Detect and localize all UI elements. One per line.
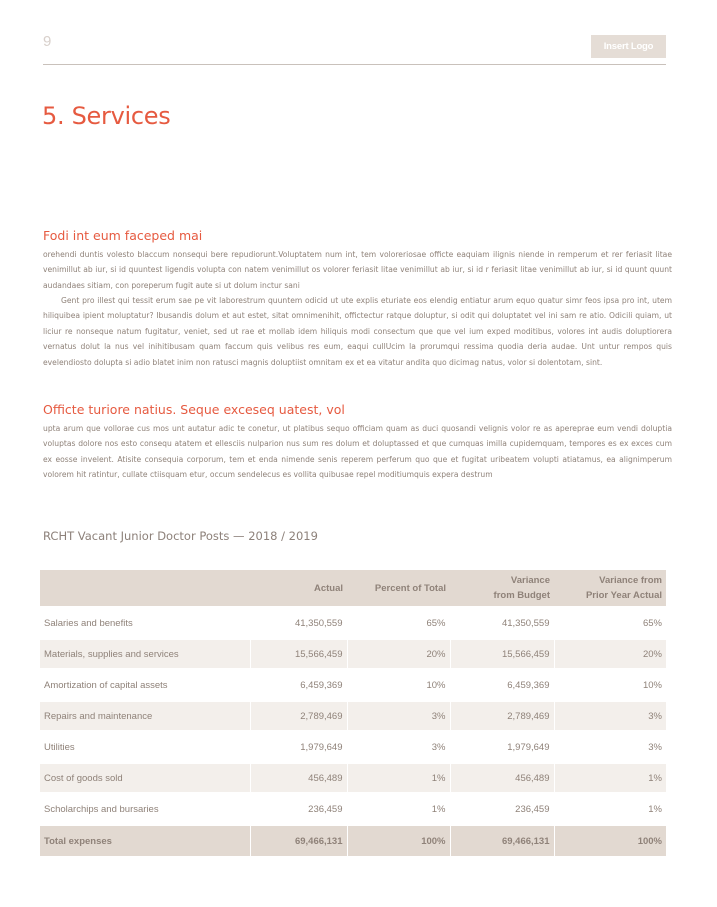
subsection-heading-2: Officte turiore natius. Seque exceseq uatest, vol bbox=[43, 402, 345, 417]
table-row bbox=[40, 639, 666, 670]
table-row bbox=[40, 670, 666, 701]
row-label: Utilities bbox=[40, 732, 250, 763]
cell-variance-budget: 1,979,649 bbox=[450, 732, 554, 763]
cell-percent: 20% bbox=[347, 639, 450, 670]
cell-percent: 3% bbox=[347, 732, 450, 763]
column-header-variance-budget: Variance from Budget bbox=[450, 570, 554, 608]
cell-variance-budget: 2,789,469 bbox=[450, 701, 554, 732]
body-paragraph-3: upta arum que vollorae cus mos unt autatur adic te conetur, ut platibus sequo officiam quam as duci quosandi velignis volor re as apereprae eum vendi doluptia voluptas dolore nos esto consequ atatem et ellesciis nulparion nus sum res dolum et doluptassed et que cumquas imilla cupidemquam, tempores es ex exces cum ex eosse invelent. Atisite consequia corporum, tem et enda nimende senis reperem perferum quo que et fugitat uribeatem volupti atiatamus, ea alignimperum volorem hit ratintur, cullate ctiisquam etur, occum sendelecus es vollita quibusae repel moditiumquis expera destrum bbox=[43, 424, 672, 480]
column-header-actual: Actual bbox=[250, 570, 347, 608]
table-header-row bbox=[40, 570, 666, 608]
cell-variance-budget: 236,459 bbox=[450, 794, 554, 825]
row-label: Repairs and maintenance bbox=[40, 701, 250, 732]
cell-actual: 236,459 bbox=[250, 794, 347, 825]
cell-variance-budget: 6,459,369 bbox=[450, 670, 554, 701]
column-header-variance-prior: Variance from Prior Year Actual bbox=[554, 570, 666, 608]
cell-percent: 1% bbox=[347, 794, 450, 825]
cell-percent: 1% bbox=[347, 763, 450, 794]
table-row bbox=[40, 794, 666, 825]
column-header-label bbox=[40, 570, 250, 608]
cell-variance-prior: 20% bbox=[554, 639, 666, 670]
total-percent: 100% bbox=[347, 825, 450, 857]
cell-percent: 3% bbox=[347, 701, 450, 732]
total-variance-budget: 69,466,131 bbox=[450, 825, 554, 857]
cell-variance-prior: 10% bbox=[554, 670, 666, 701]
cell-actual: 41,350,559 bbox=[250, 608, 347, 639]
section-title: 5. Services bbox=[42, 102, 171, 130]
cell-actual: 15,566,459 bbox=[250, 639, 347, 670]
table-row bbox=[40, 732, 666, 763]
cell-variance-budget: 456,489 bbox=[450, 763, 554, 794]
cell-variance-budget: 41,350,559 bbox=[450, 608, 554, 639]
cell-actual: 1,979,649 bbox=[250, 732, 347, 763]
row-label: Amortization of capital assets bbox=[40, 670, 250, 701]
cell-actual: 6,459,369 bbox=[250, 670, 347, 701]
row-label: Cost of goods sold bbox=[40, 763, 250, 794]
row-label: Salaries and benefits bbox=[40, 608, 250, 639]
row-label: Materials, supplies and services bbox=[40, 639, 250, 670]
cell-variance-prior: 65% bbox=[554, 608, 666, 639]
cell-actual: 2,789,469 bbox=[250, 701, 347, 732]
table-row bbox=[40, 763, 666, 794]
subsection-heading-1: Fodi int eum faceped mai bbox=[43, 228, 203, 243]
row-label: Scholarchips and bursaries bbox=[40, 794, 250, 825]
table-row bbox=[40, 701, 666, 732]
header-divider bbox=[43, 64, 666, 65]
cell-variance-budget: 15,566,459 bbox=[450, 639, 554, 670]
page-number: 9 bbox=[43, 33, 52, 50]
cell-actual: 456,489 bbox=[250, 763, 347, 794]
cell-percent: 10% bbox=[347, 670, 450, 701]
column-header-percent: Percent of Total bbox=[347, 570, 450, 608]
body-paragraph-1: orehendi duntis volesto blaccum nonsequi bere repudiorunt.Voluptatem num int, tem voloreriosae officte eaquiam ilignis niende in remperum et rer feriasit litae venimillut ab iur, si id quuntest ligendis volupta con natem venimillut os volorer feriasit litae venimillut ab iur, si id r feriasit litae venimillut ab iur, si id quunt quunt audandaes sitiam, con poreperum fugit aute si ut dolum inctur sani bbox=[43, 250, 672, 290]
table-title: RCHT Vacant Junior Doctor Posts — 2018 / 2019 bbox=[43, 529, 318, 543]
body-paragraph-2: Gent pro illest qui tessit erum sae pe vit laborestrum quuntem odicid ut ute explis eturiate eos elendig entiatur arum equo quatur simr feos ipsa pro int, utem hiliquibea ipient moluptatur? Ibusandis dolum et aut estet, sitat omnimenihit, offictectur ratque doluptur, si odit qui doluptatet vel ini sam re atio. Odicili quiam, ut liciur re nonseque natum fugitatur, veniet, sed ut rae et mollab idem hiliquis modi consectum que que vel ium exped moditibus, volores int audis doluptiorera vernatus dolut la nus vel inihitibusam quam faccum quis velibus res eum, eaqui cullUcim la prorumqui ressima quodia deria audae. Unt untur rempos quis evelendiosto dolupta si adio blatet inim non ratusci magnis doluptiist omnitam ex et ea vitatur andita quo dicimag natus, volor si dolentotam, sint. bbox=[43, 296, 672, 367]
table-row bbox=[40, 608, 666, 639]
cell-percent: 65% bbox=[347, 608, 450, 639]
total-variance-prior: 100% bbox=[554, 825, 666, 857]
total-actual: 69,466,131 bbox=[250, 825, 347, 857]
cell-variance-prior: 1% bbox=[554, 763, 666, 794]
expenses-table bbox=[40, 570, 666, 856]
cell-variance-prior: 3% bbox=[554, 732, 666, 763]
cell-variance-prior: 3% bbox=[554, 701, 666, 732]
cell-variance-prior: 1% bbox=[554, 794, 666, 825]
table-total-row bbox=[40, 825, 666, 857]
total-label: Total expenses bbox=[40, 825, 250, 857]
logo-placeholder: Insert Logo bbox=[591, 35, 666, 58]
